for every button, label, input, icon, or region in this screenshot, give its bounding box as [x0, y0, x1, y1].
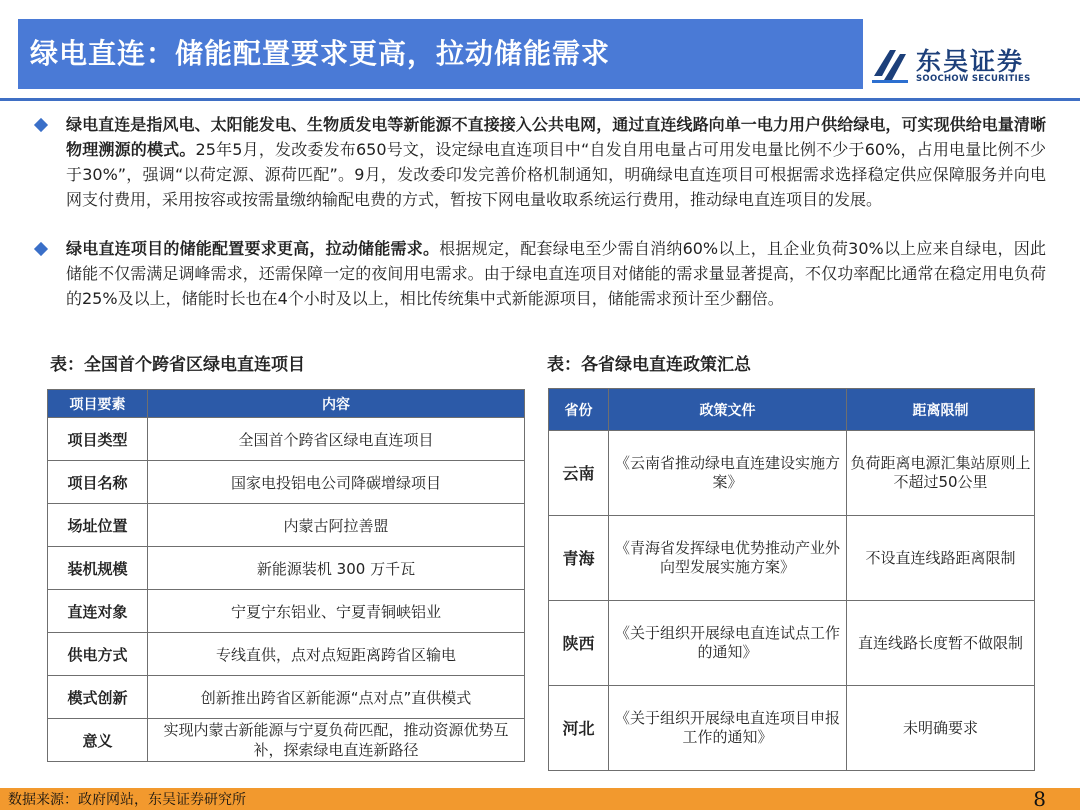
policy-table [548, 388, 1035, 771]
bullet-2-text: 根据规定，配套绿电至少需自消纳60%以上，且企业负荷30%以上应来自绿电，因此储能不仅需满足调峰需求，还需保障一定的夜间用电需求。由于绿电直连项目对储能的需求量显著提高，不仅功率配比通常在稳定用电负荷的25%及以上，储能时长也在4个小时及以上，相比传统集中式新能源项目，储能需求预计至少翻倍。 [66, 239, 1046, 308]
table1-caption: 表：全国首个跨省区绿电直连项目 [50, 355, 305, 375]
table-value-cell: 内蒙古阿拉善盟 [148, 504, 525, 547]
table-key-cell: 模式创新 [48, 676, 148, 719]
company-logo [870, 42, 1070, 90]
table-key-cell: 意义 [48, 719, 148, 762]
province-cell: 云南 [549, 431, 609, 516]
table-key-cell: 装机规模 [48, 547, 148, 590]
bullet-paragraph-1 [66, 112, 1046, 212]
table-row [48, 418, 525, 461]
table-header-cell: 政策文件 [609, 389, 847, 431]
table-header-row [549, 389, 1035, 431]
table-header-row [48, 390, 525, 418]
table-row [48, 676, 525, 719]
table-row [48, 547, 525, 590]
table-key-cell: 直连对象 [48, 590, 148, 633]
table-row [549, 601, 1035, 686]
policy-document-cell: 《关于组织开展绿电直连项目申报工作的通知》 [609, 686, 847, 771]
table-row [48, 633, 525, 676]
logo-chinese-name: 东吴证券 [916, 47, 1025, 76]
table-row [549, 516, 1035, 601]
table-row [48, 590, 525, 633]
bullet-diamond-icon [34, 242, 48, 256]
table-value-cell: 宁夏宁东铝业、宁夏青铜峡铝业 [148, 590, 525, 633]
soochow-logo-icon [870, 46, 910, 84]
project-table [47, 389, 525, 762]
distance-limit-cell: 未明确要求 [847, 686, 1035, 771]
policy-document-cell: 《青海省发挥绿电优势推动产业外向型发展实施方案》 [609, 516, 847, 601]
table-header-cell: 省份 [549, 389, 609, 431]
policy-document-cell: 《关于组织开展绿电直连试点工作的通知》 [609, 601, 847, 686]
bullet-paragraph-2 [66, 236, 1046, 311]
logo-english-name: SOOCHOW SECURITIES [916, 74, 1031, 84]
table-key-cell: 场址位置 [48, 504, 148, 547]
table-key-cell: 供电方式 [48, 633, 148, 676]
table-header-cell: 项目要素 [48, 390, 148, 418]
header-divider [0, 98, 1080, 101]
policy-document-cell: 《云南省推动绿电直连建设实施方案》 [609, 431, 847, 516]
table-row [549, 431, 1035, 516]
table-row [549, 686, 1035, 771]
table-value-cell: 新能源装机 300 万千瓦 [148, 547, 525, 590]
distance-limit-cell: 不设直连线路距离限制 [847, 516, 1035, 601]
table-value-cell: 创新推出跨省区新能源“点对点”直供模式 [148, 676, 525, 719]
bullet-1-bold: 绿电直连是指风电、太阳能发电、生物质发电等新能源不直接接入公共电网，通过直连线路向单一电力用户供给绿电，可实现供给电量清晰物理溯源的模式。 [66, 115, 1046, 159]
bullet-diamond-icon [34, 118, 48, 132]
bullet-1-text: 25年5月，发改委发布650号文，设定绿电直连项目中“自发自用电量占可用发电量比例不少于60%，占用电量比例不少于30%”，强调“以荷定源、源荷匹配”。9月，发改委印发完善价格机制通知，明确绿电直连项目可根据需求选择稳定供应保障服务并向电网支付费用，采用按容或按需量缴纳输配电费的方式，暂按下网电量收取系统运行费用，推动绿电直连项目的发展。 [66, 140, 1046, 209]
bullet-2-bold: 绿电直连项目的储能配置要求更高，拉动储能需求。 [66, 239, 440, 258]
table-header-cell: 距离限制 [847, 389, 1035, 431]
table-row [48, 461, 525, 504]
table-value-cell: 全国首个跨省区绿电直连项目 [148, 418, 525, 461]
table-value-cell: 专线直供，点对点短距离跨省区输电 [148, 633, 525, 676]
table-value-cell: 国家电投铝电公司降碳增绿项目 [148, 461, 525, 504]
data-source: 数据来源：政府网站，东吴证券研究所 [8, 792, 246, 808]
table-header-cell: 内容 [148, 390, 525, 418]
province-cell: 陕西 [549, 601, 609, 686]
distance-limit-cell: 负荷距离电源汇集站原则上不超过50公里 [847, 431, 1035, 516]
title-bar [18, 19, 863, 89]
distance-limit-cell: 直连线路长度暂不做限制 [847, 601, 1035, 686]
province-cell: 青海 [549, 516, 609, 601]
table-key-cell: 项目名称 [48, 461, 148, 504]
page-number: 8 [1033, 787, 1046, 811]
province-cell: 河北 [549, 686, 609, 771]
table2-caption: 表：各省绿电直连政策汇总 [547, 355, 751, 375]
table-value-cell: 实现内蒙古新能源与宁夏负荷匹配，推动资源优势互补，探索绿电直连新路径 [148, 719, 525, 762]
table-row [48, 504, 525, 547]
table-row [48, 719, 525, 762]
table-key-cell: 项目类型 [48, 418, 148, 461]
page-title: 绿电直连：储能配置要求更高，拉动储能需求 [30, 37, 611, 70]
